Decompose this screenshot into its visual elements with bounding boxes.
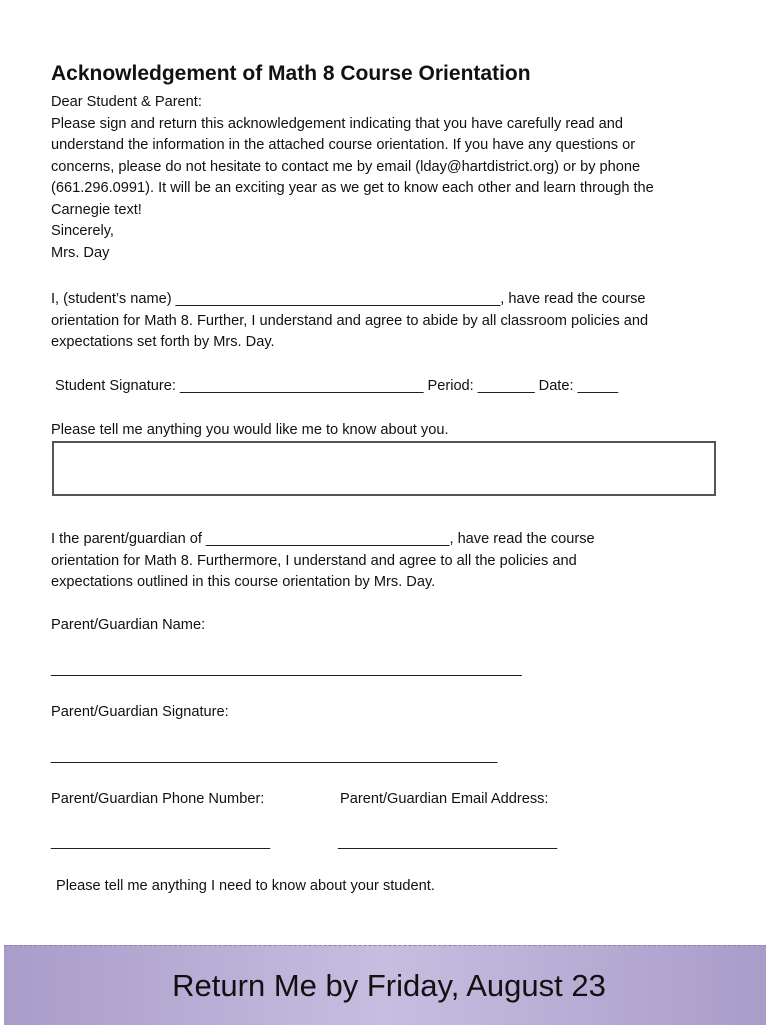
student-statement-line: I, (student’s name) ________________________________________, have read the course: [51, 291, 646, 307]
letter-body-line: Carnegie text!: [51, 201, 142, 218]
parent-acknowledgement: [51, 529, 595, 594]
greeting: Dear Student & Parent:: [51, 94, 202, 110]
parent-phone-field[interactable]: ___________________________: [51, 834, 271, 850]
parent-statement-line: expectations outlined in this course orientation by Mrs. Day.: [51, 574, 436, 590]
parent-email-field[interactable]: ___________________________: [338, 834, 558, 850]
letter: [51, 92, 654, 264]
about-student-prompt: Please tell me anything I need to know about your student.: [56, 878, 435, 894]
about-you-textbox[interactable]: [52, 441, 716, 496]
parent-statement-line: orientation for Math 8. Furthermore, I understand and agree to all the policies and: [51, 552, 577, 569]
letter-signature: Mrs. Day: [51, 244, 110, 261]
student-signature-line[interactable]: Student Signature: ______________________________ Period: _______ Date: _____: [55, 378, 619, 394]
student-statement-line: expectations set forth by Mrs. Day.: [51, 334, 275, 350]
about-you-prompt: Please tell me anything you would like me to know about you.: [51, 422, 449, 438]
page-title: Acknowledgement of Math 8 Course Orientation: [51, 62, 531, 85]
letter-body-line: understand the information in the attached course orientation. If you have any questions or: [51, 137, 636, 153]
parent-name-field[interactable]: __________________________________________________________: [51, 661, 522, 677]
parent-email-label: Parent/Guardian Email Address:: [340, 791, 549, 807]
letter-body-line: (661.296.0991). It will be an exciting year as we get to know each other and learn through the: [51, 180, 654, 196]
parent-statement-line: I the parent/guardian of ______________________________, have read the course: [51, 531, 595, 547]
letter-body-line: Please sign and return this acknowledgement indicating that you have carefully read and: [51, 115, 623, 132]
return-deadline: Return Me by Friday, August 23: [172, 968, 606, 1003]
parent-signature-label: Parent/Guardian Signature:: [51, 704, 229, 720]
student-acknowledgement: [51, 289, 648, 354]
student-statement-line: orientation for Math 8. Further, I understand and agree to abide by all classroom policies and: [51, 312, 649, 329]
parent-signature-field[interactable]: _______________________________________________________: [51, 748, 498, 764]
letter-body-line: concerns, please do not hesitate to contact me by email (lday@hartdistrict.org) or by phone: [51, 158, 641, 175]
parent-phone-label: Parent/Guardian Phone Number:: [51, 791, 265, 807]
letter-closing: Sincerely,: [51, 223, 114, 239]
parent-name-label: Parent/Guardian Name:: [51, 617, 206, 633]
